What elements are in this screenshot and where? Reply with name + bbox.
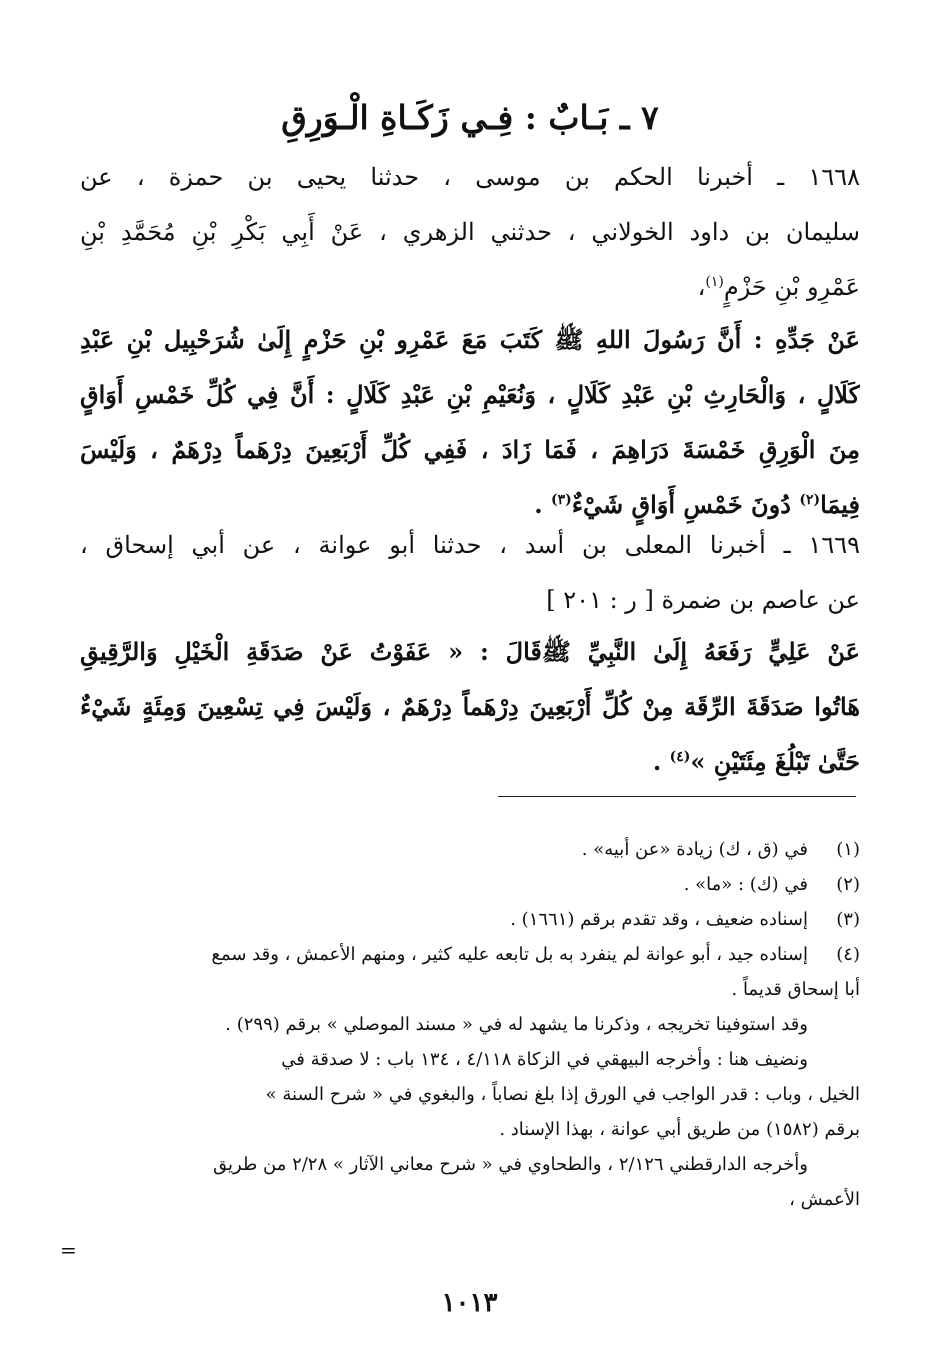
isnad-line-3-end: ،: [697, 273, 706, 301]
matn-1669-line-3b: .: [652, 747, 670, 776]
footnote-4-para-1: وقد استوفينا تخريجه ، وذكرنا ما يشهد له في « مسند الموصلي » برقم (٢٩٩) .: [225, 1014, 808, 1035]
footnote-4-para-2-line-2: الخيل ، وباب : قدر الواجب في الورق إذا بلغ نصاباً ، والبغوي في « شرح السنة »: [265, 1084, 860, 1105]
footnote-4-para-3: وأخرجه الدارقطني ٢/١٢٦ ، والطحاوي في « شرح معاني الآثار » ٢/٢٨ من طريق: [213, 1154, 808, 1175]
footnote-2: [78, 867, 860, 902]
footnote-text: إسناده جيد ، أبو عوانة لم ينفرد به بل تابعه عليه كثير ، ومنهم الأعمش ، وقد سمع: [211, 944, 808, 965]
matn-line-1: عَنْ جَدِّهِ : أَنَّ رَسُولَ اللهِ ﷺ كَتَبَ مَعَ عَمْرِو بْنِ حَزْمٍ إِلَىٰ شُرَحْبِيل بْنِ عَبْدِ: [80, 325, 860, 354]
isnad-line-3-text: عَمْرِو بْنِ حَزْمٍ: [723, 273, 860, 301]
footnote-number: (٢): [836, 874, 860, 895]
continuation-mark: =: [60, 1238, 77, 1262]
footnote-ref-2[interactable]: (٢): [799, 492, 821, 508]
isnad-line-1: ١٦٦٨ ـ أخبرنا الحكم بن موسى ، حدثنا يحيى بن حمزة ، عن: [80, 163, 860, 191]
footnote-divider: [498, 796, 856, 797]
matn-line-2: كَلَالٍ ، وَالْحَارِثِ بْنِ عَبْدِ كَلَالٍ ، وَنُعَيْمِ بْنِ عَبْدِ كَلَالٍ : أَنَّ فِي كُلِّ خَمْسِ أَوَاقٍ: [80, 380, 860, 409]
footnote-4-para-2: ونضيف هنا : وأخرجه البيهقي في الزكاة ٤/١١٨ ، ١٣٤ باب : لا صدقة في: [281, 1049, 808, 1070]
hadith-1668-isnad: [80, 150, 860, 315]
isnad-line-3: [80, 260, 860, 315]
matn-line-3: مِنَ الْوَرِقِ خَمْسَةَ دَرَاهِمَ ، فَمَا زَادَ ، فَفِي كُلِّ أَرْبَعِينَ دِرْهَماً دِرْهَمٌ ، وَلَيْسَ: [80, 435, 860, 464]
matn-1669-line-1: عَنْ عَلِيٍّ رَفَعَهُ إِلَىٰ النَّبِيِّ ﷺقَالَ : « عَفَوْتُ عَنْ صَدَقَةِ الْخَيْلِ وَالرَّقِيقِ: [80, 637, 860, 666]
footnote-4-para-3-line-2: الأعمش ،: [789, 1189, 860, 1210]
matn-line-4a: فِيمَا: [820, 490, 860, 519]
footnote-4: [78, 937, 860, 1007]
matn-1669-line-2: هَاتُوا صَدَقَةَ الرِّقَة مِنْ كُلِّ أَرْبَعِينَ دِرْهَماً دِرْهَمٌ ، وَلَيْسَ فِي تِسْعِينَ وَمِئَةٍ شَيْءٌ: [80, 692, 860, 721]
isnad-1669-line-2: عن عاصم بن ضمرة [ ر : ٢٠١ ]: [546, 586, 860, 614]
footnotes: [78, 832, 860, 1217]
chapter-title: ٧ ـ بَـابٌ : فِـي زَكَـاةِ الْـوَرِقِ: [281, 98, 659, 137]
footnote-3: [78, 902, 860, 937]
footnote-number: (٤): [836, 944, 860, 965]
footnote-1: [78, 832, 860, 867]
isnad-1669-line-1: ١٦٦٩ ـ أخبرنا المعلى بن أسد ، حدثنا أبو عوانة ، عن أبي إسحاق ،: [80, 531, 860, 559]
footnote-ref-1[interactable]: (١): [705, 274, 724, 290]
matn-line-4c: .: [534, 490, 551, 519]
hadith-1668-text: [80, 312, 860, 532]
footnote-ref-4[interactable]: (٤): [669, 749, 691, 765]
footnote-4-para-2-line-3: برقم (١٥٨٢) من طريق أبي عوانة ، بهذا الإسناد .: [499, 1119, 860, 1140]
matn-1669-line-3: [80, 734, 860, 789]
isnad-line-2: سليمان بن داود الخولاني ، حدثني الزهري ، عَنْ أَبِي بَكْرِ بْنِ مُحَمَّدِ بْنِ: [80, 218, 860, 246]
footnote-text: في (ك) : «ما» .: [683, 874, 808, 895]
footnote-text: إسناده ضعيف ، وقد تقدم برقم (١٦٦١) .: [510, 909, 808, 930]
footnote-text-cont: أبا إسحاق قديماً .: [731, 979, 860, 1000]
hadith-1669-text: [80, 624, 860, 789]
footnote-number: (٣): [836, 909, 860, 930]
page-number: ١٠١٣: [441, 1288, 498, 1318]
hadith-1669-isnad: [80, 518, 860, 628]
matn-1669-line-3a: حَتَّىٰ تَبْلُغَ مِئَتَيْنِ »: [690, 747, 860, 776]
footnote-text: في (ق ، ك) زيادة «عن أبيه» .: [581, 839, 808, 860]
footnote-number: (١): [836, 839, 860, 860]
matn-line-4b: دُونَ خَمْسِ أَوَاقٍ شَيْءٌ: [571, 490, 800, 519]
footnote-ref-3[interactable]: (٣): [550, 492, 572, 508]
